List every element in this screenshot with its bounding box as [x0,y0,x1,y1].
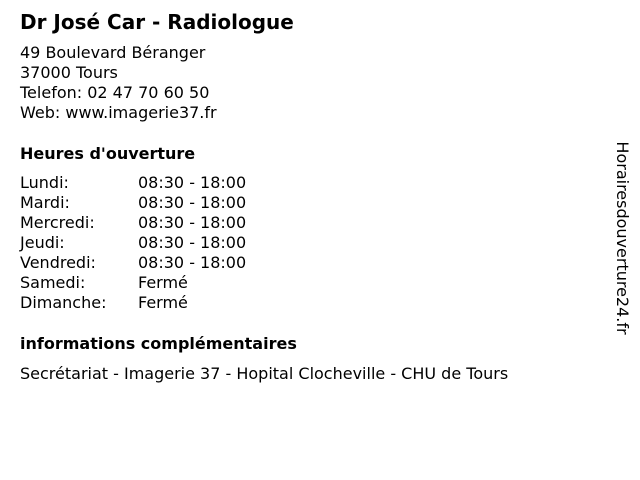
site-watermark: Horairesdouverture24.fr [613,141,632,335]
day-label: Dimanche: [20,293,107,312]
hours-value: 08:30 - 18:00 [138,193,247,212]
website: Web: www.imagerie37.fr [20,103,217,122]
hours-row-monday [20,173,246,193]
day-label: Mercredi: [20,213,95,232]
address-city: 37000 Tours [20,63,118,82]
hours-row-tuesday [20,193,246,213]
hours-row-wednesday [20,213,246,233]
page-title: Dr José Car - Radiologue [20,10,294,34]
address-street: 49 Boulevard Béranger [20,43,206,62]
hours-row-thursday [20,233,246,253]
phone-number: Telefon: 02 47 70 60 50 [20,83,210,102]
hours-row-sunday [20,293,246,313]
hours-row-saturday [20,273,246,293]
opening-hours-table [20,173,246,313]
day-label: Lundi: [20,173,69,192]
day-label: Jeudi: [20,233,65,252]
opening-hours-heading: Heures d'ouverture [20,144,196,163]
hours-value: 08:30 - 18:00 [138,233,247,252]
hours-value: 08:30 - 18:00 [138,173,247,192]
hours-row-friday [20,253,246,273]
additional-info-heading: informations complémentaires [20,334,297,353]
day-label: Vendredi: [20,253,96,272]
day-label: Mardi: [20,193,70,212]
day-label: Samedi: [20,273,86,292]
additional-info-text: Secrétariat - Imagerie 37 - Hopital Clocheville - CHU de Tours [20,364,509,383]
hours-value: 08:30 - 18:00 [138,213,247,232]
hours-value: Fermé [138,273,188,292]
hours-value: 08:30 - 18:00 [138,253,247,272]
hours-value: Fermé [138,293,188,312]
contact-block [20,43,217,123]
